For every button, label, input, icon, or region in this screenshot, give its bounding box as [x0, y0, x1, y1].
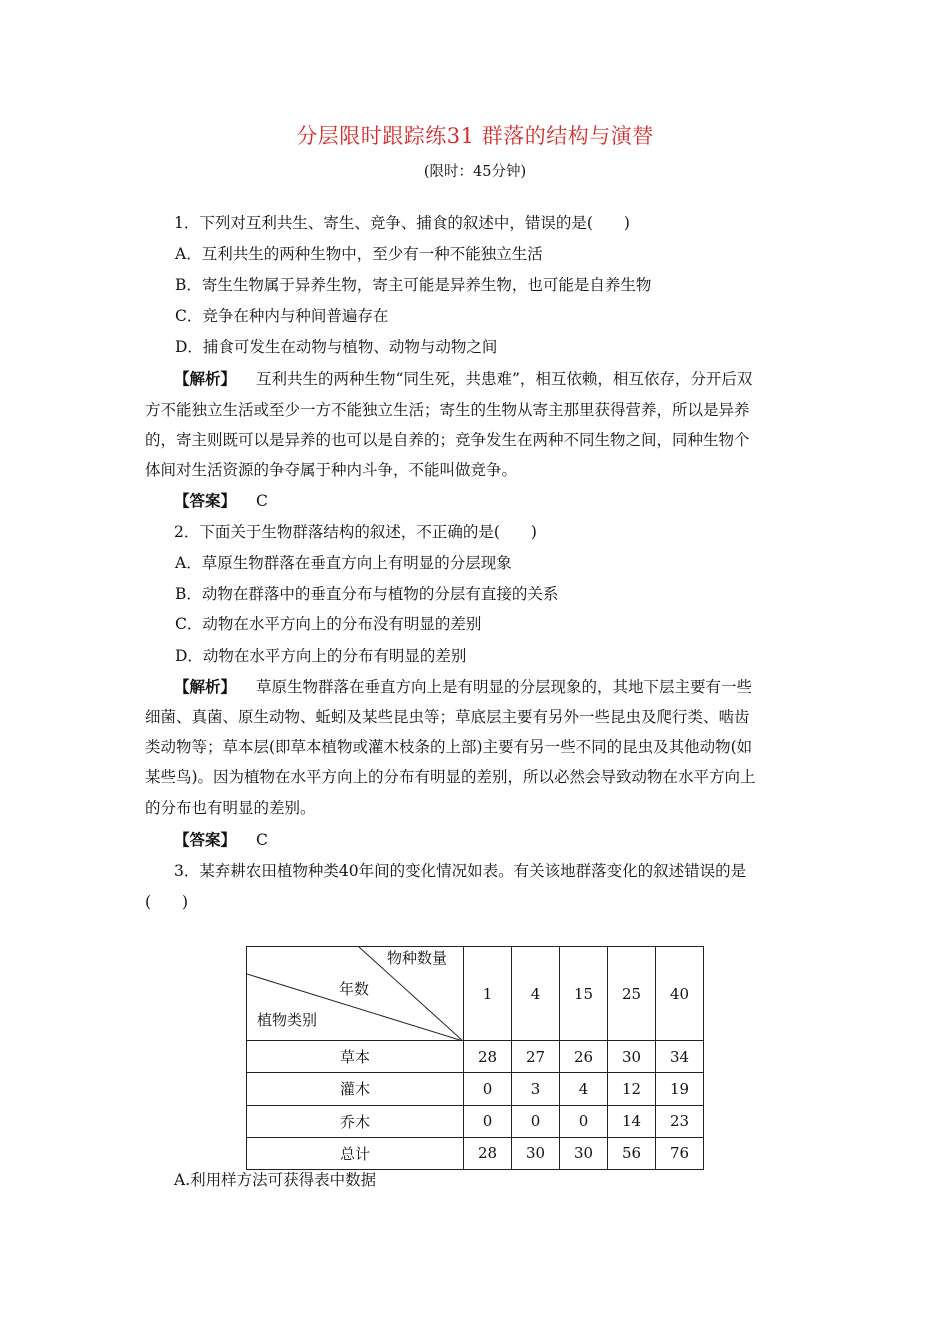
time-limit: (限时：45分钟) — [423, 164, 527, 180]
analysis-label: 【解析】 — [174, 369, 237, 388]
q3-option-a: A.利用样方法可获得表中数据 — [174, 1171, 377, 1189]
row-label: 乔木 — [247, 1105, 464, 1137]
table-cell: 56 — [608, 1137, 656, 1169]
q1-analysis-line-1 — [174, 369, 752, 389]
q2-answer — [174, 830, 268, 850]
table-cell: 28 — [464, 1041, 512, 1073]
table-row — [247, 1137, 704, 1169]
q2-option-c: C．动物在水平方向上的分布没有明显的差别 — [175, 615, 482, 633]
q2-option-b: B．动物在群落中的垂直分布与植物的分层有直接的关系 — [175, 585, 559, 603]
diagonal-header-cell — [247, 947, 464, 1041]
year-cell: 1 — [464, 947, 512, 1041]
answer-value: C — [256, 831, 268, 849]
table-cell: 30 — [512, 1137, 560, 1169]
q1-answer — [174, 491, 268, 511]
table-cell: 0 — [512, 1105, 560, 1137]
year-cell: 15 — [560, 947, 608, 1041]
table-cell: 30 — [608, 1041, 656, 1073]
table-cell: 34 — [656, 1041, 704, 1073]
table-row — [247, 1041, 704, 1073]
table-cell: 4 — [560, 1073, 608, 1105]
year-cell: 40 — [656, 947, 704, 1041]
table-cell: 14 — [608, 1105, 656, 1137]
table-cell: 0 — [464, 1073, 512, 1105]
table-cell: 26 — [560, 1041, 608, 1073]
q2-analysis-line-4: 某些鸟)。因为植物在水平方向上的分布有明显的差别，所以必然会导致动物在水平方向上 — [145, 768, 756, 786]
analysis-text: 互利共生的两种生物“同生死，共患难”，相互依赖，相互依存，分开后双 — [256, 370, 753, 388]
table-cell: 0 — [560, 1105, 608, 1137]
table-cell: 76 — [656, 1137, 704, 1169]
q1-option-c: C．竞争在种内与种间普遍存在 — [175, 307, 389, 325]
q2-analysis-line-2: 细菌、真菌、原生动物、蚯蚓及某些昆虫等；草底层主要有另外一些昆虫及爬行类、啮齿 — [145, 708, 750, 726]
table-row — [247, 1073, 704, 1105]
table-cell: 28 — [464, 1137, 512, 1169]
year-cell: 25 — [608, 947, 656, 1041]
answer-label: 【答案】 — [174, 830, 237, 849]
table-header-row — [247, 947, 704, 1041]
row-label: 灌木 — [247, 1073, 464, 1105]
q1-option-d: D．捕食可发生在动物与植物、动物与动物之间 — [175, 338, 498, 356]
page-title: 分层限时跟踪练31 群落的结构与演替 — [296, 124, 654, 148]
row-label: 草本 — [247, 1041, 464, 1073]
q3-stem: 3．某弃耕农田植物种类40年间的变化情况如表。有关该地群落变化的叙述错误的是 — [174, 862, 747, 880]
answer-value: C — [256, 492, 268, 510]
header-plant-type: 植物类别 — [257, 1011, 318, 1029]
table-cell: 23 — [656, 1105, 704, 1137]
row-label: 总计 — [247, 1137, 464, 1169]
q1-option-b: B．寄生生物属于异养生物，寄主可能是异养生物，也可能是自养生物 — [175, 276, 652, 294]
q2-analysis-line-5: 的分布也有明显的差别。 — [145, 799, 316, 817]
q1-option-a: A．互利共生的两种生物中，至少有一种不能独立生活 — [175, 245, 543, 263]
table-cell: 27 — [512, 1041, 560, 1073]
table-cell: 12 — [608, 1073, 656, 1105]
table-cell: 3 — [512, 1073, 560, 1105]
q2-option-a: A．草原生物群落在垂直方向上有明显的分层现象 — [175, 554, 512, 572]
q2-stem: 2．下面关于生物群落结构的叙述，不正确的是( ) — [174, 523, 537, 541]
table-cell: 30 — [560, 1137, 608, 1169]
q1-analysis-line-4: 体间对生活资源的争夺属于种内斗争，不能叫做竞争。 — [145, 461, 518, 479]
q1-analysis-line-2: 方不能独立生活或至少一方不能独立生活；寄生的生物从寄主那里获得营养，所以是异养 — [145, 401, 750, 419]
q1-stem: 1．下列对互利共生、寄生、竞争、捕食的叙述中，错误的是( ) — [174, 214, 630, 232]
year-cell: 4 — [512, 947, 560, 1041]
analysis-label: 【解析】 — [174, 677, 237, 696]
q2-option-d: D．动物在水平方向上的分布有明显的差别 — [175, 647, 467, 665]
analysis-text: 草原生物群落在垂直方向上是有明显的分层现象的，其地下层主要有一些 — [256, 678, 753, 696]
answer-label: 【答案】 — [174, 491, 237, 510]
q2-analysis-line-1 — [174, 677, 752, 697]
table-row — [247, 1105, 704, 1137]
species-table — [246, 946, 704, 1170]
header-years: 年数 — [339, 980, 370, 998]
q1-analysis-line-3: 的，寄主则既可以是异养的也可以是自养的；竞争发生在两种不同生物之间，同种生物个 — [145, 431, 750, 449]
header-species-count: 物种数量 — [387, 949, 448, 967]
table-cell: 19 — [656, 1073, 704, 1105]
q2-analysis-line-3: 类动物等；草本层(即草本植物或灌木枝条的上部)主要有另一些不同的昆虫及其他动物(如 — [145, 738, 753, 756]
q3-stem-cont: ( ) — [145, 893, 189, 911]
table-cell: 0 — [464, 1105, 512, 1137]
